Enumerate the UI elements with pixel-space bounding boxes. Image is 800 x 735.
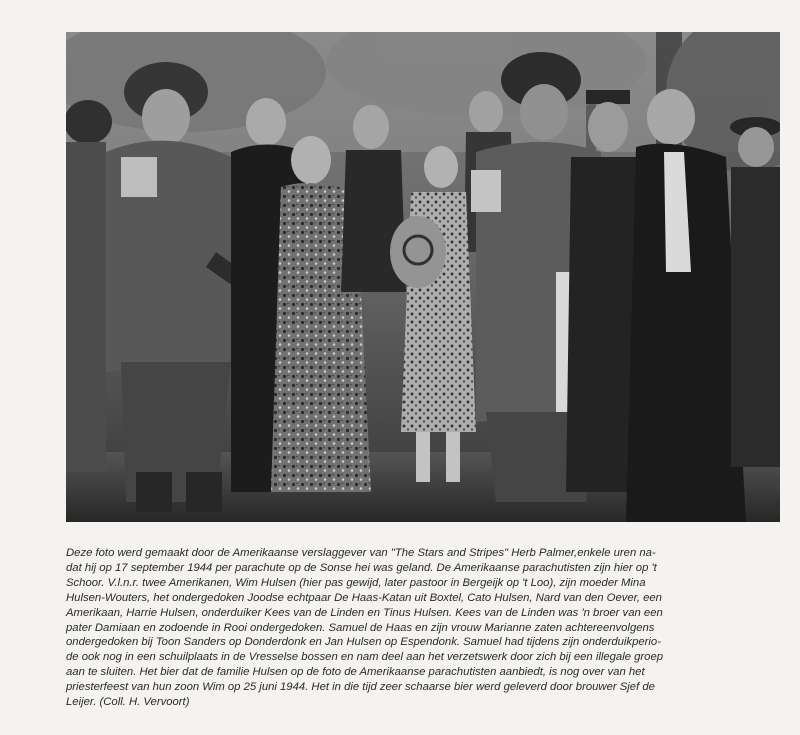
caption-line: Amerikaan, Harrie Hulsen, onderduiker Kees van de Linden en Tinus Hulsen. Kees van de Linden was 'n broer van een bbox=[66, 606, 663, 619]
caption-line: pater Damiaan en zodoende in Rooi ondergedoken. Samuel de Haas en zijn vrouw Marianne zaten achtereenvolgens bbox=[66, 621, 655, 634]
caption-line: de ook nog in een schuilplaats in de Vresselse bossen en nam deel aan het verzetswerk door zich bij een illegale groep bbox=[66, 651, 664, 664]
historical-photo bbox=[66, 32, 780, 522]
caption-line: Schoor. V.l.n.r. twee Amerikanen, Wim Hulsen (hier pas gewijd, later pastoor in Bergeijk op 't Loo), zijn moeder Mina bbox=[66, 576, 646, 589]
caption-line: Leijer. (Coll. H. Vervoort) bbox=[66, 696, 190, 709]
caption-line: priesterfeest van hun zoon Wim op 25 juni 1944. Het in die tijd zeer schaarse bier werd geleverd door brouwer Sjef de bbox=[66, 681, 655, 694]
caption-line: dat hij op 17 september 1944 per parachute op de Sonse hei was geland. De Amerikaanse parachutisten zijn hier op 't bbox=[66, 561, 657, 574]
photo-caption bbox=[66, 546, 784, 710]
photo-scene bbox=[66, 32, 780, 522]
caption-line: Hulsen-Wouters, het ondergedoken Joodse echtpaar De Haas-Katan uit Boxtel, Cato Hulsen, Nard van den Oever, een bbox=[66, 591, 662, 604]
caption-line: Deze foto werd gemaakt door de Amerikaanse verslaggever van "The Stars and Stripes" Herb Palmer,enkele uren na- bbox=[66, 547, 656, 559]
caption-line: aan te sluiten. Het bier dat de familie Hulsen op de foto de Amerikaanse parachutisten aanbiedt, is nog over van het bbox=[66, 666, 645, 679]
caption-line: ondergedoken bij Toon Sanders op Donderdonk en Jan Hulsen op Espendonk. Samuel had tijdens zijn onderduikperio- bbox=[66, 636, 661, 649]
